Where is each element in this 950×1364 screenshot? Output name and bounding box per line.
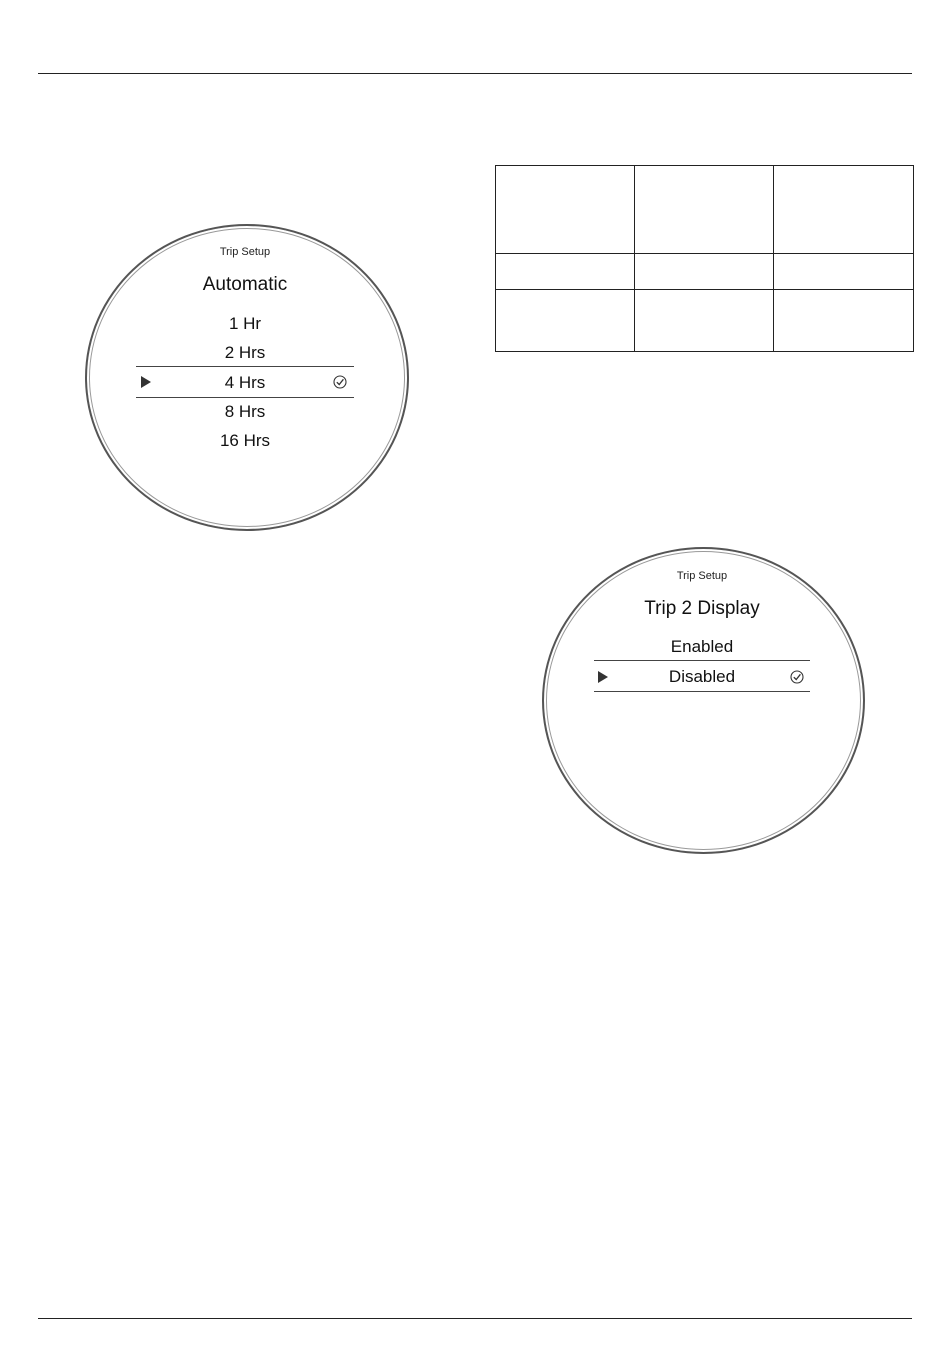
option-4hrs-selected[interactable]: 4 Hrs xyxy=(224,373,266,392)
table-cell xyxy=(635,290,774,352)
play-arrow-icon xyxy=(141,376,151,388)
check-circle-icon xyxy=(790,670,804,684)
table-cell xyxy=(635,254,774,290)
gauge-display-trip2 xyxy=(542,547,865,854)
gauge-title: Automatic xyxy=(202,274,288,295)
option-enabled[interactable]: Enabled xyxy=(670,637,734,656)
gauge-header: Trip Setup xyxy=(219,246,271,258)
header-rule xyxy=(38,73,912,74)
table-cell xyxy=(496,166,635,254)
check-circle-icon xyxy=(333,375,347,389)
table-cell xyxy=(496,254,635,290)
option-2hrs[interactable]: 2 Hrs xyxy=(224,343,266,362)
footer-rule xyxy=(38,1318,912,1319)
selection-bottom-line xyxy=(136,397,354,398)
table-cell xyxy=(774,290,914,352)
table-cell xyxy=(496,290,635,352)
gauge-header: Trip Setup xyxy=(676,570,728,582)
table-cell xyxy=(774,254,914,290)
option-disabled-selected[interactable]: Disabled xyxy=(668,667,736,686)
spec-table xyxy=(495,165,914,352)
table-cell xyxy=(635,166,774,254)
gauge-title: Trip 2 Display xyxy=(644,598,760,619)
option-16hrs[interactable]: 16 Hrs xyxy=(219,431,271,450)
selection-top-line xyxy=(136,366,354,367)
option-8hrs[interactable]: 8 Hrs xyxy=(224,402,266,421)
selection-bottom-line xyxy=(594,691,810,692)
selection-top-line xyxy=(594,660,810,661)
table-cell xyxy=(774,166,914,254)
option-1hr[interactable]: 1 Hr xyxy=(228,314,262,333)
play-arrow-icon xyxy=(598,671,608,683)
